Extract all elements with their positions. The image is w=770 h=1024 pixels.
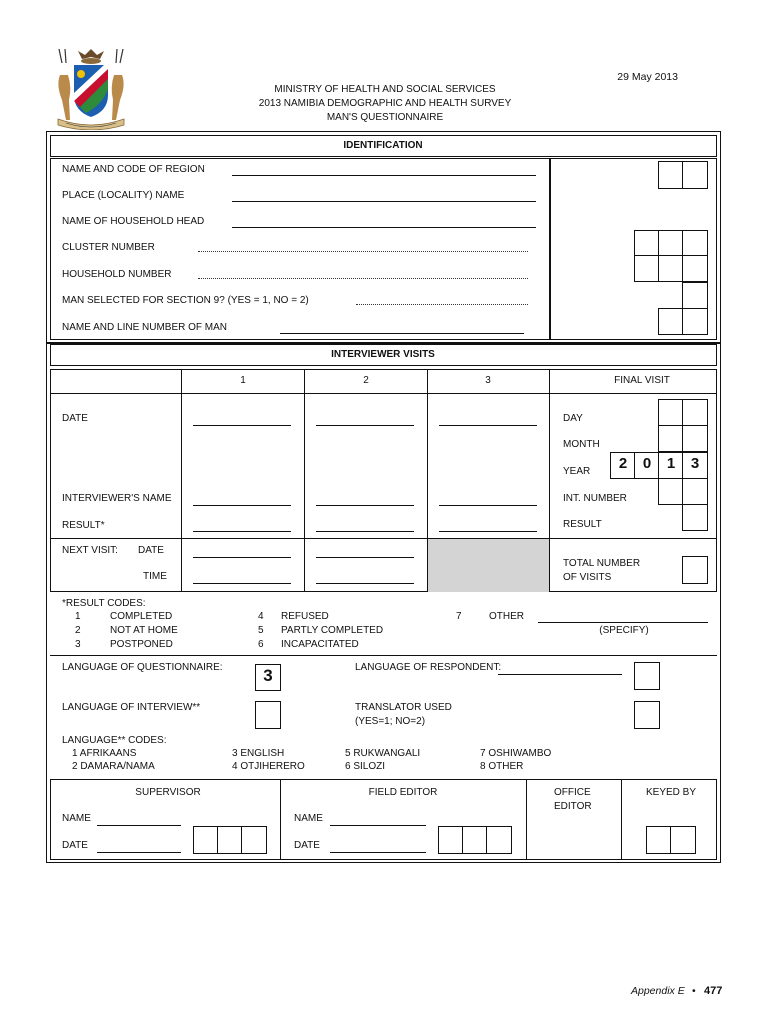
field-editor-header: FIELD EDITOR: [368, 787, 438, 798]
final-year-box-2[interactable]: 0: [634, 452, 660, 479]
language-respondent-box[interactable]: [634, 662, 660, 690]
result-codes-title: *RESULT CODES:: [62, 598, 146, 609]
language-respondent-line[interactable]: [498, 674, 622, 675]
result-code-1-label: COMPLETED: [110, 611, 173, 622]
field-editor-code-box-1[interactable]: [438, 826, 464, 854]
visits-title: INTERVIEWER VISITS: [331, 349, 435, 360]
supervisor-code-box-1[interactable]: [193, 826, 219, 854]
namibia-coat-of-arms-icon: [50, 45, 132, 130]
supervisor-header: SUPERVISOR: [135, 787, 201, 798]
language-section-divider: [50, 655, 717, 656]
result-code-3-label: POSTPONED: [110, 639, 173, 650]
result-code-3-number: 3: [75, 639, 81, 650]
cluster-code-box-3[interactable]: [682, 230, 708, 257]
supervisor-name-line[interactable]: [97, 825, 181, 826]
final-int-number-label: INT. NUMBER: [563, 493, 627, 504]
supervisor-code-box-3[interactable]: [241, 826, 267, 854]
final-day-label: DAY: [563, 413, 583, 424]
signoff-divider-1: [280, 779, 281, 860]
final-year-box-1[interactable]: 2: [610, 452, 636, 479]
man-selected-dots[interactable]: [356, 304, 528, 305]
specify-label: (SPECIFY): [599, 625, 649, 636]
visit-2-interviewer-line[interactable]: [316, 505, 414, 506]
survey-title: 2013 NAMIBIA DEMOGRAPHIC AND HEALTH SURVEY: [258, 98, 512, 109]
line-number-box-2[interactable]: [682, 308, 708, 335]
next-visit-divider: [50, 538, 717, 539]
result-code-5-number: 5: [258, 625, 264, 636]
other-specify-line[interactable]: [538, 622, 708, 623]
final-result-box[interactable]: [682, 504, 708, 531]
interviewer-name-label: INTERVIEWER'S NAME: [62, 493, 172, 504]
coat-of-arms-logo: [50, 45, 132, 130]
language-interview-label: LANGUAGE OF INTERVIEW**: [62, 702, 201, 713]
translator-codes-label: (YES=1; NO=2): [355, 716, 426, 727]
translator-used-box[interactable]: [634, 701, 660, 729]
result-code-7-number: 7: [456, 611, 462, 622]
final-month-label: MONTH: [563, 439, 600, 450]
result-code-6-label: INCAPACITATED: [281, 639, 359, 650]
household-number-label: HOUSEHOLD NUMBER: [62, 269, 172, 280]
visit-date-label: DATE: [62, 413, 88, 424]
visit-1-interviewer-line[interactable]: [193, 505, 291, 506]
questionnaire-title: MAN'S QUESTIONNAIRE: [326, 112, 444, 123]
supervisor-date-label: DATE: [62, 840, 88, 851]
keyed-by-box-2[interactable]: [670, 826, 696, 854]
final-day-box-2[interactable]: [682, 399, 708, 426]
place-label: PLACE (LOCALITY) NAME: [62, 190, 185, 201]
result-code-2-number: 2: [75, 625, 81, 636]
visit-col-divider-1: [181, 369, 182, 592]
visit-3-date-line[interactable]: [439, 425, 537, 426]
total-visits-label-1: TOTAL NUMBER: [563, 558, 641, 569]
next-visit-3-shaded-cell: [428, 539, 549, 592]
office-editor-header-2: EDITOR: [554, 801, 592, 812]
ministry-name: MINISTRY OF HEALTH AND SOCIAL SERVICES: [274, 84, 496, 95]
final-visit-header: FINAL VISIT: [614, 375, 670, 386]
result-code-7-label: OTHER: [489, 611, 524, 622]
document-date: 29 May 2013: [617, 71, 678, 83]
region-code-box-2[interactable]: [682, 161, 708, 189]
final-year-box-4[interactable]: 3: [682, 452, 708, 479]
next-visit-1-time-line[interactable]: [193, 583, 291, 584]
result-code-4-number: 4: [258, 611, 264, 622]
result-code-1-number: 1: [75, 611, 81, 622]
field-editor-name-line[interactable]: [330, 825, 426, 826]
next-visit-time-label: TIME: [143, 571, 167, 582]
result-code-5-label: PARTLY COMPLETED: [281, 625, 384, 636]
total-visits-label-2: OF VISITS: [563, 572, 612, 583]
line-number-box-1[interactable]: [658, 308, 684, 335]
visit-2-result-line[interactable]: [316, 531, 414, 532]
office-editor-header-1: OFFICE: [554, 787, 591, 798]
result-code-2-label: NOT AT HOME: [110, 625, 178, 636]
final-year-label: YEAR: [563, 466, 591, 477]
page-number: 477: [704, 985, 723, 997]
place-input-line[interactable]: [232, 201, 536, 202]
language-code-5: 5 RUKWANGALI: [345, 748, 421, 759]
keyed-by-header: KEYED BY: [645, 787, 697, 798]
visit-2-date-line[interactable]: [316, 425, 414, 426]
keyed-by-box-1[interactable]: [646, 826, 672, 854]
household-head-input-line[interactable]: [232, 227, 536, 228]
cluster-number-label: CLUSTER NUMBER: [62, 242, 155, 253]
visit-col-2-header: 2: [363, 375, 369, 386]
visit-1-date-line[interactable]: [193, 425, 291, 426]
language-questionnaire-box[interactable]: 3: [255, 664, 281, 691]
identification-title: IDENTIFICATION: [343, 140, 423, 151]
language-codes-title: LANGUAGE** CODES:: [62, 735, 167, 746]
visit-col-3-header: 3: [485, 375, 491, 386]
final-int-number-box-2[interactable]: [682, 478, 708, 505]
signoff-divider-2: [526, 779, 527, 860]
household-head-label: NAME OF HOUSEHOLD HEAD: [62, 216, 205, 227]
field-editor-date-label: DATE: [294, 840, 320, 851]
language-interview-box[interactable]: [255, 701, 281, 729]
household-code-box-2[interactable]: [658, 255, 684, 282]
visit-col-divider-2: [304, 369, 305, 592]
translator-used-label: TRANSLATOR USED: [355, 702, 452, 713]
next-visit-2-date-line[interactable]: [316, 557, 414, 558]
appendix-label: Appendix E: [631, 985, 685, 997]
supervisor-code-box-2[interactable]: [217, 826, 243, 854]
cluster-code-box-2[interactable]: [658, 230, 684, 257]
footer-bullet: •: [692, 985, 696, 997]
field-editor-name-label: NAME: [294, 813, 323, 824]
final-year-box-3[interactable]: 1: [658, 452, 684, 479]
supervisor-date-line[interactable]: [97, 852, 181, 853]
household-code-box-3[interactable]: [682, 255, 708, 282]
man-selected-label: MAN SELECTED FOR SECTION 9? (YES = 1, NO = 2): [62, 295, 309, 306]
final-month-box-1[interactable]: [658, 425, 684, 452]
language-code-4: 4 OTJIHERERO: [232, 761, 305, 772]
visit-3-interviewer-line[interactable]: [439, 505, 537, 506]
language-questionnaire-label: LANGUAGE OF QUESTIONNAIRE:: [62, 662, 223, 673]
field-editor-code-box-2[interactable]: [462, 826, 488, 854]
language-code-3: 3 ENGLISH: [232, 748, 285, 759]
language-code-6: 6 SILOZI: [345, 761, 386, 772]
region-label: NAME AND CODE OF REGION: [62, 164, 205, 175]
language-code-7: 7 OSHIWAMBO: [480, 748, 552, 759]
next-visit-label: NEXT VISIT:: [62, 545, 118, 556]
total-visits-box[interactable]: [682, 556, 708, 584]
final-month-box-2[interactable]: [682, 425, 708, 452]
final-result-label: RESULT: [563, 519, 602, 530]
next-visit-1-date-line[interactable]: [193, 557, 291, 558]
supervisor-name-label: NAME: [62, 813, 91, 824]
field-editor-code-box-3[interactable]: [486, 826, 512, 854]
language-respondent-label: LANGUAGE OF RESPONDENT:: [355, 662, 502, 673]
visit-result-label: RESULT*: [62, 520, 105, 531]
man-name-input-line[interactable]: [280, 333, 524, 334]
household-code-box-1[interactable]: [634, 255, 660, 282]
signoff-divider-3: [621, 779, 622, 860]
visit-col-1-header: 1: [240, 375, 246, 386]
result-code-6-number: 6: [258, 639, 264, 650]
final-int-number-box-1[interactable]: [658, 478, 684, 505]
region-code-box-1[interactable]: [658, 161, 684, 189]
next-visit-date-label: DATE: [138, 545, 164, 556]
household-number-dots[interactable]: [198, 278, 528, 279]
final-day-box-1[interactable]: [658, 399, 684, 426]
next-visit-2-time-line[interactable]: [316, 583, 414, 584]
cluster-code-box-1[interactable]: [634, 230, 660, 257]
visit-3-result-line[interactable]: [439, 531, 537, 532]
field-editor-date-line[interactable]: [330, 852, 426, 853]
language-code-1: 1 AFRIKAANS: [72, 748, 137, 759]
visits-header-divider: [50, 393, 717, 394]
man-selected-code-box[interactable]: [682, 282, 708, 309]
man-name-line-label: NAME AND LINE NUMBER OF MAN: [62, 322, 228, 333]
region-input-line[interactable]: [232, 175, 536, 176]
cluster-number-dots[interactable]: [198, 251, 528, 252]
visit-1-result-line[interactable]: [193, 531, 291, 532]
result-code-4-label: REFUSED: [281, 611, 329, 622]
visit-col-divider-4: [549, 369, 550, 592]
language-code-8: 8 OTHER: [480, 761, 524, 772]
language-code-2: 2 DAMARA/NAMA: [72, 761, 155, 772]
